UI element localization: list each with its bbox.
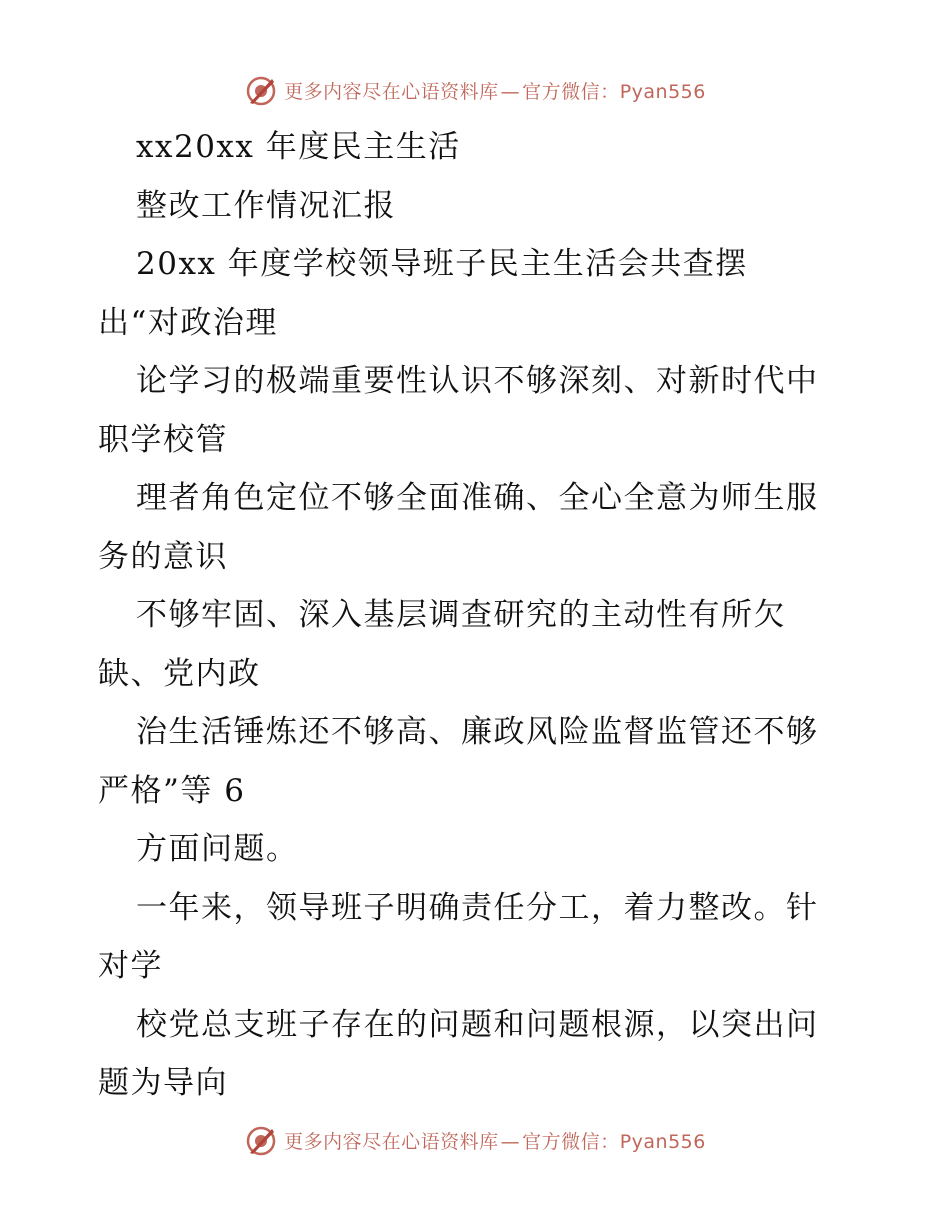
text-line: 20xx 年度学校领导班子民主生活会共查摆 <box>136 246 748 282</box>
text-line: 治生活锤炼还不够高、廉政风险监督监管还不够 <box>136 714 819 750</box>
text-line: 不够牢固、深入基层调查研究的主动性有所欠 <box>136 597 786 633</box>
text-line: 出“对政治理 <box>98 304 278 341</box>
text-line: 题为导向 <box>98 1065 228 1101</box>
footer-banner <box>0 1120 950 1160</box>
text-line: xx20xx 年度民主生活 <box>136 129 461 165</box>
text-line: 校党总支班子存在的问题和问题根源，以突出问 <box>136 1006 819 1043</box>
text-line: 务的意识 <box>98 538 228 575</box>
text-line: 职学校管 <box>98 421 228 458</box>
text-line: 缺、党内政 <box>98 655 261 692</box>
quill-seal-icon <box>244 73 278 107</box>
quill-seal-icon <box>244 1123 278 1157</box>
text-line: 方面问题。 <box>136 831 299 867</box>
footer-banner-text: 更多内容尽在心语资料库 — 官方微信：Pyan556 <box>284 1130 706 1153</box>
text-line: 严格”等 6 <box>98 772 246 809</box>
text-line: 一年来，领导班子明确责任分工，着力整改。针 <box>136 889 819 926</box>
text-line: 论学习的极端重要性认识不够深刻、对新时代中 <box>136 363 819 399</box>
text-line: 对学 <box>98 948 163 984</box>
header-banner <box>0 70 950 110</box>
document-body <box>98 118 858 1113</box>
text-line: 理者角色定位不够全面准确、全心全意为师生服 <box>136 480 819 516</box>
header-banner-text: 更多内容尽在心语资料库 — 官方微信：Pyan556 <box>284 80 706 103</box>
text-line: 整改工作情况汇报 <box>136 187 396 224</box>
